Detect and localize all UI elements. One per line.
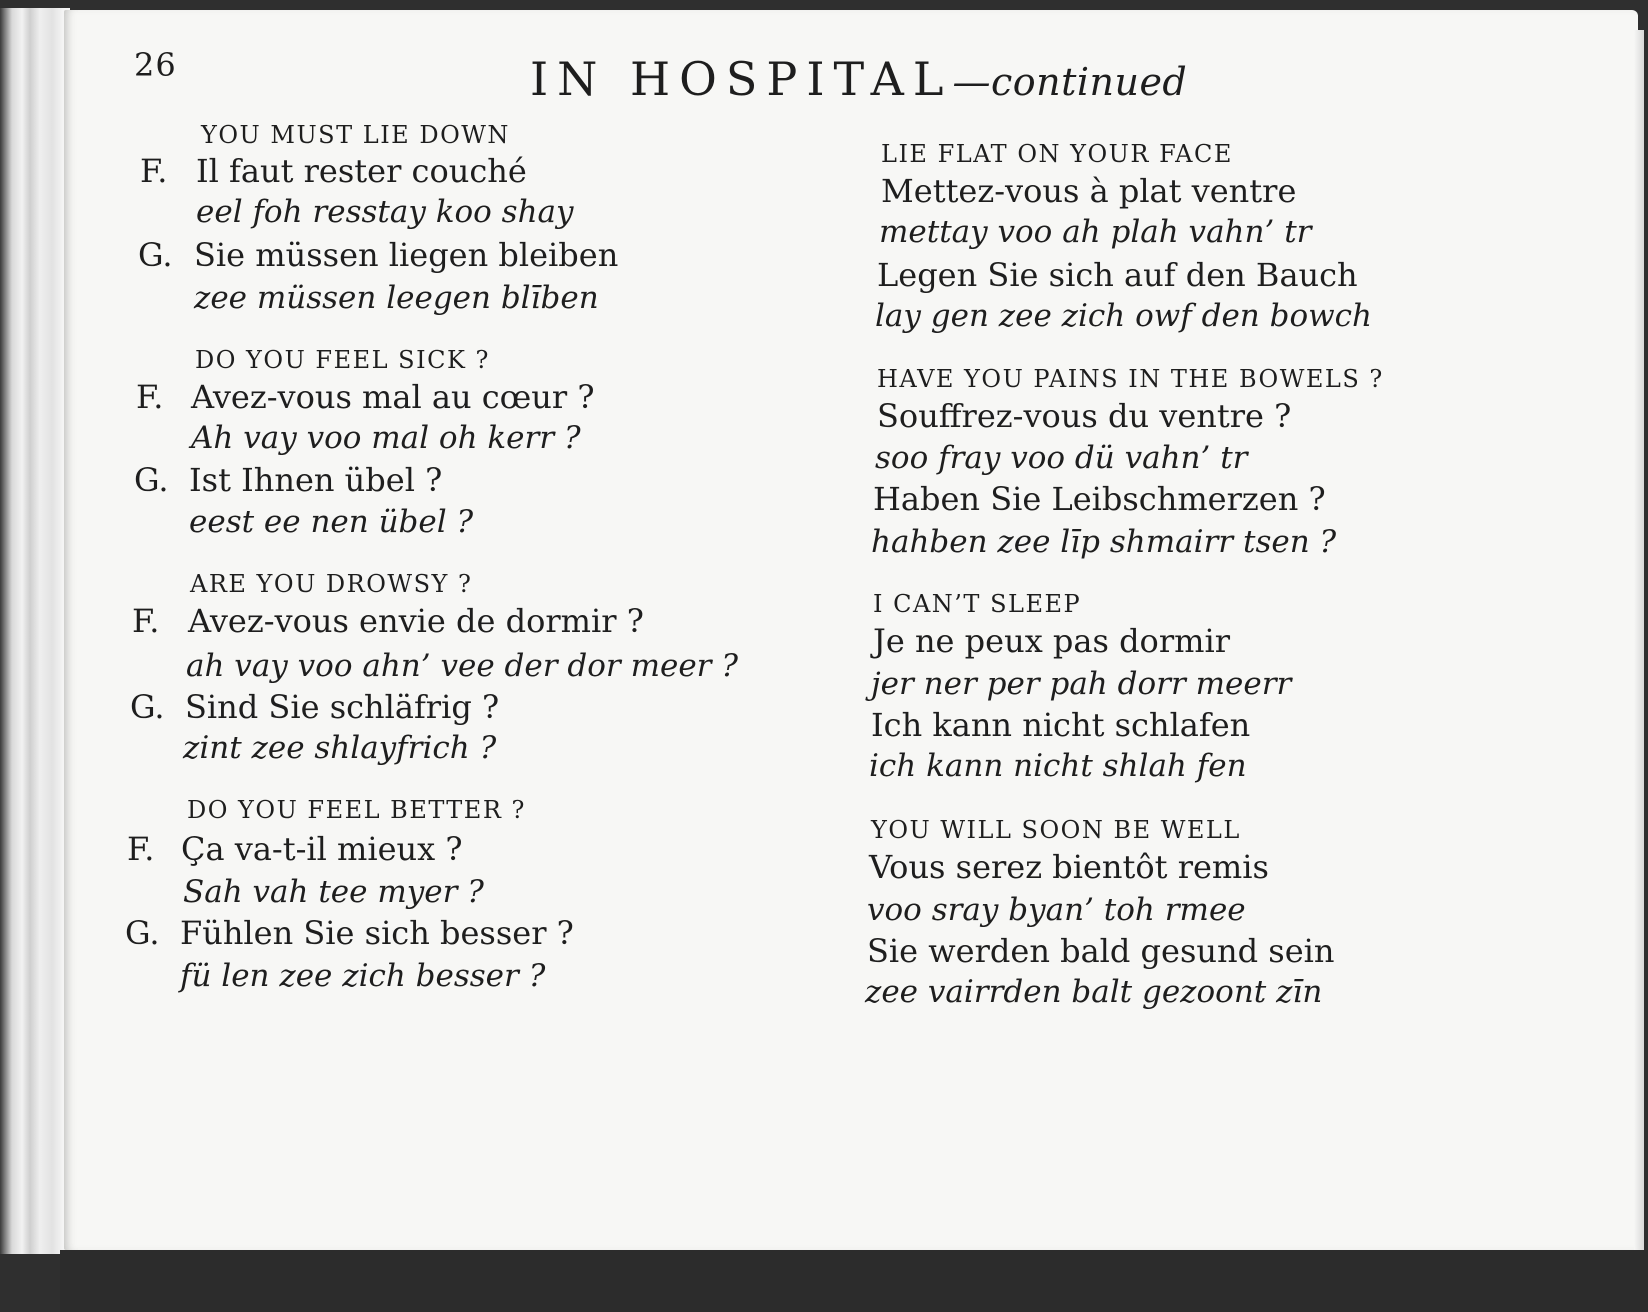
german-prefix: G. — [125, 914, 160, 952]
french-pronunciation: Sah vah tee myer ? — [183, 874, 484, 910]
bottom-shadow — [60, 1250, 1648, 1312]
question-heading: LIE FLAT ON YOUR FACE — [881, 140, 1233, 168]
french-pronunciation: voo sray byan’ toh rmee — [867, 892, 1246, 928]
german-pronunciation: eest ee nen übel ? — [189, 504, 474, 540]
french-phrase: Avez-vous mal au cœur ? — [191, 378, 595, 416]
german-phrase: Ist Ihnen übel ? — [189, 461, 443, 499]
page-title: IN HOSPITAL — [530, 52, 953, 106]
page-edges — [0, 8, 70, 1254]
page-title-continued: —continued — [952, 60, 1188, 104]
page-number: 26 — [134, 46, 177, 84]
question-heading: ARE YOU DROWSY ? — [190, 570, 473, 598]
question-heading: HAVE YOU PAINS IN THE BOWELS ? — [877, 365, 1384, 393]
german-phrase: Fühlen Sie sich besser ? — [180, 914, 574, 952]
french-prefix: F. — [127, 830, 155, 868]
german-pronunciation: zee müssen leegen blīben — [194, 280, 599, 316]
french-phrase: Souffrez-vous du ventre ? — [877, 397, 1292, 435]
german-phrase: Ich kann nicht schlafen — [871, 706, 1251, 744]
german-pronunciation: lay gen zee zich owf den bowch — [875, 298, 1372, 334]
question-heading: YOU MUST LIE DOWN — [201, 121, 510, 149]
french-prefix: F. — [136, 378, 164, 416]
french-phrase: Vous serez bientôt remis — [869, 848, 1269, 886]
german-pronunciation: ich kann nicht shlah fen — [869, 748, 1247, 784]
french-phrase: Ça va-t-il mieux ? — [181, 830, 463, 868]
french-phrase: Je ne peux pas dormir — [873, 622, 1230, 660]
french-pronunciation: ah vay voo ahn’ vee der dor meer ? — [186, 648, 738, 684]
german-pronunciation: hahben zee līp shmairr tsen ? — [871, 524, 1337, 560]
german-prefix: G. — [134, 461, 169, 499]
question-heading: I CAN’T SLEEP — [873, 590, 1082, 618]
french-pronunciation: Ah vay voo mal oh kerr ? — [191, 420, 581, 456]
german-pronunciation: zint zee shlayfrich ? — [183, 730, 497, 766]
page-header — [530, 52, 1187, 106]
french-pronunciation: soo fray voo dü vahn’ tr — [875, 440, 1248, 476]
german-pronunciation: fü len zee zich besser ? — [180, 958, 546, 994]
french-pronunciation: eel foh resstay koo shay — [196, 194, 574, 230]
french-pronunciation: mettay voo ah plah vahn’ tr — [879, 214, 1312, 250]
german-phrase: Sie müssen liegen bleiben — [194, 236, 619, 274]
german-phrase: Legen Sie sich auf den Bauch — [877, 256, 1358, 294]
french-phrase: Avez-vous envie de dormir ? — [188, 602, 644, 640]
page-right-edge — [1634, 30, 1644, 1250]
french-pronunciation: jer ner per pah dorr meerr — [871, 666, 1292, 702]
question-heading: YOU WILL SOON BE WELL — [871, 816, 1241, 844]
french-prefix: F. — [132, 602, 160, 640]
german-prefix: G. — [138, 236, 173, 274]
german-pronunciation: zee vairrden balt gezoont zīn — [865, 974, 1323, 1010]
german-phrase: Sind Sie schläfrig ? — [185, 688, 500, 726]
german-phrase: Haben Sie Leibschmerzen ? — [873, 480, 1326, 518]
german-prefix: G. — [130, 688, 165, 726]
french-phrase: Il faut rester couché — [196, 152, 527, 190]
question-heading: DO YOU FEEL SICK ? — [195, 346, 490, 374]
german-phrase: Sie werden bald gesund sein — [867, 932, 1335, 970]
french-phrase: Mettez-vous à plat ventre — [881, 172, 1297, 210]
question-heading: DO YOU FEEL BETTER ? — [187, 796, 526, 824]
french-prefix: F. — [140, 152, 168, 190]
